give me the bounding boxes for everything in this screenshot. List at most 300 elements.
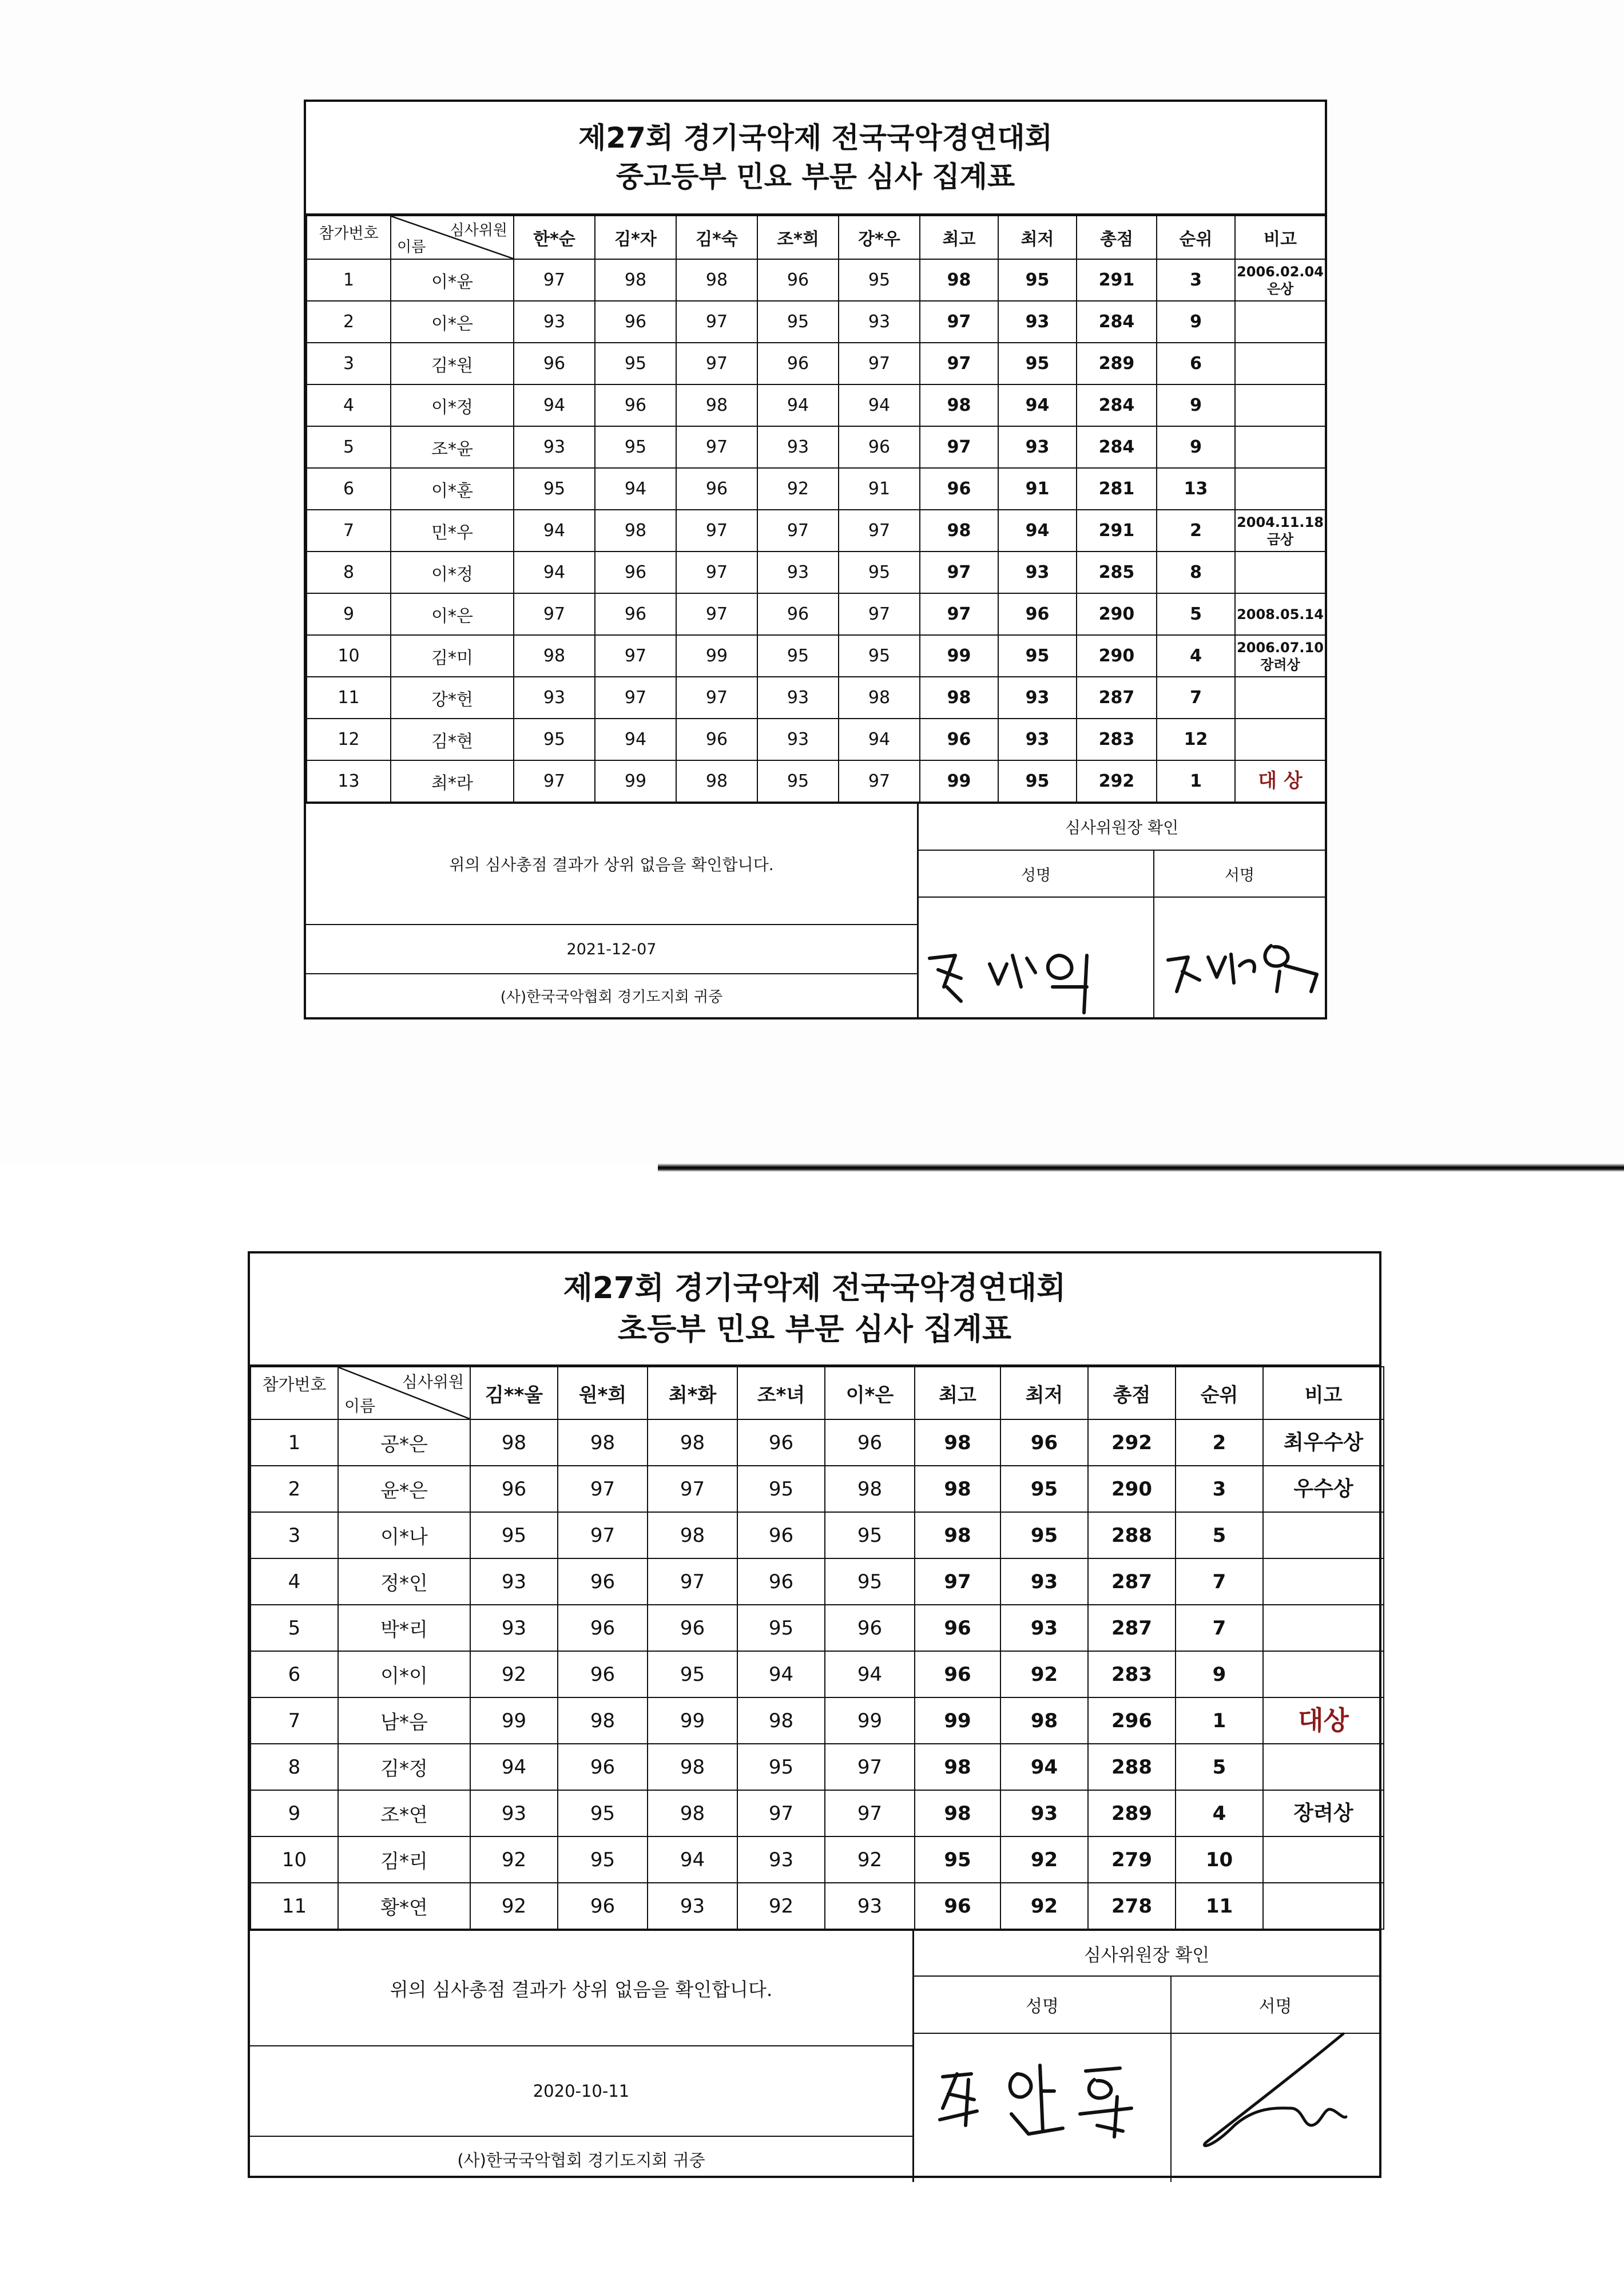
confirm-text: 위의 심사총점 결과가 상위 없음을 확인합니다. [390, 1978, 773, 2001]
rank-cell: 12 [1157, 719, 1235, 760]
note-award: 우수상 [1293, 1477, 1353, 1501]
judge-score-cell: 93 [514, 677, 595, 719]
note-cell [1235, 384, 1325, 426]
form-footer [250, 1930, 1379, 2181]
header-rank: 순위 [1176, 1367, 1263, 1419]
judge-score-cell: 99 [648, 1697, 737, 1744]
judge-score-cell: 97 [595, 635, 676, 677]
judge-score-cell: 97 [676, 301, 757, 343]
judge-score-cell: 97 [648, 1558, 737, 1605]
judge-score-cell: 96 [558, 1558, 648, 1605]
judge-score-cell: 93 [757, 426, 839, 468]
judge-score-cell: 97 [676, 677, 757, 719]
judge-score-cell: 97 [757, 510, 839, 552]
total-score-cell: 284 [1077, 426, 1157, 468]
table-row [307, 426, 1325, 468]
judge-score-cell: 95 [558, 1836, 648, 1883]
judge-score-cell: 98 [676, 384, 757, 426]
note-cell [1263, 1651, 1384, 1697]
judge-score-cell: 98 [595, 510, 676, 552]
judge-score-cell: 97 [676, 510, 757, 552]
max-score-cell: 98 [915, 1744, 1000, 1790]
total-score-cell: 283 [1088, 1651, 1176, 1697]
score-table [250, 1366, 1384, 1930]
entry-no-cell: 4 [307, 384, 391, 426]
entry-no-cell: 7 [307, 510, 391, 552]
min-score-cell: 95 [998, 259, 1077, 301]
max-score-cell: 99 [915, 1697, 1000, 1744]
table-row [251, 1558, 1384, 1605]
judge-score-cell: 97 [595, 677, 676, 719]
contestant-name-cell: 이*은 [391, 593, 514, 635]
judge-score-cell: 98 [839, 677, 920, 719]
judge-score-cell: 92 [825, 1836, 915, 1883]
rank-cell: 1 [1176, 1697, 1263, 1744]
rank-cell: 5 [1176, 1512, 1263, 1558]
judge-score-cell: 94 [737, 1651, 825, 1697]
note-award: 최우수상 [1283, 1431, 1364, 1454]
note-cell [1263, 1558, 1384, 1605]
min-score-cell: 93 [1000, 1605, 1088, 1651]
judge-score-cell: 95 [470, 1512, 558, 1558]
table-row [307, 635, 1325, 677]
min-score-cell: 95 [1000, 1466, 1088, 1512]
judge-score-cell: 96 [676, 719, 757, 760]
table-row [307, 343, 1325, 384]
note-cell [1235, 343, 1325, 384]
judge-score-cell: 98 [648, 1419, 737, 1466]
header-judge-1: 한*순 [514, 216, 595, 259]
judge-score-cell: 96 [470, 1466, 558, 1512]
min-score-cell: 94 [1000, 1744, 1088, 1790]
rank-cell: 4 [1176, 1790, 1263, 1836]
judge-score-cell: 95 [757, 635, 839, 677]
sign-label: 서명 [1172, 1977, 1379, 2034]
judge-score-cell: 96 [595, 552, 676, 593]
judge-score-cell: 94 [839, 384, 920, 426]
total-score-cell: 289 [1088, 1790, 1176, 1836]
judge-score-cell: 92 [470, 1883, 558, 1929]
min-score-cell: 95 [1000, 1512, 1088, 1558]
score-rows [251, 1419, 1384, 1929]
judge-score-cell: 97 [676, 593, 757, 635]
score-sheet-elementary [248, 1251, 1381, 2178]
title-line-1: 제27회 경기국악제 전국국악경연대회 [578, 121, 1053, 154]
total-score-cell: 284 [1077, 301, 1157, 343]
min-score-cell: 96 [1000, 1419, 1088, 1466]
rank-cell: 6 [1157, 343, 1235, 384]
header-total: 총점 [1077, 216, 1157, 259]
name-value-cell [914, 2034, 1172, 2182]
header-judges: 심사위원 [450, 222, 507, 239]
judge-score-cell: 98 [595, 259, 676, 301]
table-row [307, 510, 1325, 552]
max-score-cell: 98 [915, 1512, 1000, 1558]
rank-cell: 11 [1176, 1883, 1263, 1929]
date-cell: 2021-12-07 [306, 924, 917, 974]
header-total: 총점 [1088, 1367, 1176, 1419]
judge-score-cell: 97 [648, 1466, 737, 1512]
judge-score-cell: 95 [757, 760, 839, 802]
contestant-name-cell: 이*정 [391, 384, 514, 426]
header-rank: 순위 [1157, 216, 1235, 259]
judge-score-cell: 93 [648, 1883, 737, 1929]
judge-score-cell: 94 [514, 510, 595, 552]
name-value-cell [919, 898, 1154, 1017]
min-score-cell: 93 [1000, 1558, 1088, 1605]
judge-score-cell: 91 [839, 468, 920, 510]
header-judge-2: 원*희 [558, 1367, 648, 1419]
note-award: 금상 [1266, 531, 1294, 548]
header-min: 최저 [1000, 1367, 1088, 1419]
note-cell [1235, 760, 1325, 802]
table-row [251, 1744, 1384, 1790]
header-max: 최고 [915, 1367, 1000, 1419]
rank-cell: 9 [1157, 301, 1235, 343]
total-score-cell: 287 [1088, 1605, 1176, 1651]
judge-score-cell: 96 [757, 259, 839, 301]
note-cell [1235, 593, 1325, 635]
rank-cell: 7 [1176, 1558, 1263, 1605]
note-cell [1235, 677, 1325, 719]
judge-score-cell: 94 [757, 384, 839, 426]
table-row [251, 1419, 1384, 1466]
min-score-cell: 95 [998, 635, 1077, 677]
handwritten-signature [1157, 900, 1323, 1014]
rank-cell: 5 [1157, 593, 1235, 635]
date-cell: 2020-10-11 [250, 2045, 912, 2137]
header-note: 비고 [1235, 216, 1325, 259]
min-score-cell: 92 [1000, 1651, 1088, 1697]
max-score-cell: 96 [915, 1883, 1000, 1929]
judge-score-cell: 96 [595, 593, 676, 635]
max-score-cell: 98 [915, 1790, 1000, 1836]
judge-score-cell: 93 [470, 1605, 558, 1651]
note-cell [1263, 1697, 1384, 1744]
rank-cell: 2 [1157, 510, 1235, 552]
note-award: 대 상 [1258, 769, 1303, 793]
judge-score-cell: 94 [514, 552, 595, 593]
header-entry-no: 참가번호 [251, 1367, 338, 1419]
entry-no-cell: 10 [307, 635, 391, 677]
judge-score-cell: 97 [514, 593, 595, 635]
judge-score-cell: 98 [558, 1419, 648, 1466]
contestant-name-cell: 황*연 [338, 1883, 470, 1929]
note-award: 대상 [1298, 1704, 1349, 1736]
header-judge-5: 강*우 [839, 216, 920, 259]
judge-score-cell: 97 [676, 552, 757, 593]
total-score-cell: 281 [1077, 468, 1157, 510]
chair-confirm: 심사위원장 확인 [919, 804, 1325, 851]
footer-right [919, 804, 1325, 1017]
contestant-name-cell: 박*리 [338, 1605, 470, 1651]
entry-no-cell: 5 [307, 426, 391, 468]
table-row [307, 719, 1325, 760]
note-cell [1263, 1605, 1384, 1651]
judge-score-cell: 94 [648, 1836, 737, 1883]
title-line-2: 중고등부 민요 부문 심사 집계표 [616, 160, 1015, 193]
addressee: (사)한국국악협회 경기도지회 귀중 [457, 2151, 705, 2170]
header-row [251, 1367, 1384, 1419]
judge-score-cell: 93 [737, 1836, 825, 1883]
total-score-cell: 288 [1088, 1744, 1176, 1790]
table-row [251, 1836, 1384, 1883]
judge-score-cell: 93 [514, 301, 595, 343]
table-row [251, 1790, 1384, 1836]
note-cell [1235, 259, 1325, 301]
table-row [251, 1651, 1384, 1697]
header-name: 이름 [344, 1397, 376, 1415]
judge-score-cell: 93 [757, 552, 839, 593]
max-score-cell: 96 [915, 1605, 1000, 1651]
note-cell [1235, 510, 1325, 552]
entry-no-cell: 13 [307, 760, 391, 802]
entry-no-cell: 9 [251, 1790, 338, 1836]
entry-no-cell: 11 [307, 677, 391, 719]
judge-score-cell: 96 [737, 1419, 825, 1466]
judge-score-cell: 95 [595, 426, 676, 468]
judge-score-cell: 99 [470, 1697, 558, 1744]
min-score-cell: 95 [998, 343, 1077, 384]
judge-score-cell: 95 [839, 552, 920, 593]
contestant-name-cell: 이*훈 [391, 468, 514, 510]
title-line-2: 초등부 민요 부문 심사 집계표 [617, 1312, 1012, 1347]
judge-score-cell: 97 [676, 426, 757, 468]
entry-no-cell: 3 [251, 1512, 338, 1558]
contestant-name-cell: 공*은 [338, 1419, 470, 1466]
header-note: 비고 [1263, 1367, 1384, 1419]
max-score-cell: 97 [920, 426, 998, 468]
total-score-cell: 291 [1077, 259, 1157, 301]
table-row [307, 468, 1325, 510]
table-row [307, 259, 1325, 301]
max-score-cell: 98 [920, 384, 998, 426]
header-row [307, 216, 1325, 259]
total-score-cell: 292 [1088, 1419, 1176, 1466]
entry-no-cell: 4 [251, 1558, 338, 1605]
min-score-cell: 92 [1000, 1883, 1088, 1929]
rank-cell: 3 [1157, 259, 1235, 301]
signature-cell [1154, 898, 1325, 1017]
judge-score-cell: 92 [757, 468, 839, 510]
contestant-name-cell: 정*인 [338, 1558, 470, 1605]
entry-no-cell: 9 [307, 593, 391, 635]
handwritten-signature [1172, 2011, 1377, 2154]
judge-score-cell: 95 [737, 1466, 825, 1512]
contestant-name-cell: 윤*은 [338, 1466, 470, 1512]
max-score-cell: 99 [920, 760, 998, 802]
entry-no-cell: 8 [251, 1744, 338, 1790]
judge-score-cell: 93 [470, 1790, 558, 1836]
note-cell [1235, 635, 1325, 677]
contestant-name-cell: 이*정 [391, 552, 514, 593]
min-score-cell: 95 [998, 760, 1077, 802]
judge-score-cell: 96 [737, 1558, 825, 1605]
max-score-cell: 96 [920, 468, 998, 510]
rank-cell: 8 [1157, 552, 1235, 593]
note-date: 2006.07.10 [1237, 639, 1324, 656]
max-score-cell: 97 [915, 1558, 1000, 1605]
header-judges: 심사위원 [402, 1372, 464, 1391]
judge-score-cell: 94 [470, 1744, 558, 1790]
judge-score-cell: 95 [648, 1651, 737, 1697]
note-cell [1263, 1744, 1384, 1790]
form-title [250, 1253, 1379, 1366]
handwritten-name [921, 901, 1150, 1015]
signature-cell [1172, 2034, 1379, 2182]
note-cell [1263, 1466, 1384, 1512]
form-title [306, 102, 1325, 215]
judge-score-cell: 98 [648, 1744, 737, 1790]
contestant-name-cell: 이*윤 [391, 259, 514, 301]
table-row [251, 1466, 1384, 1512]
entry-no-cell: 11 [251, 1883, 338, 1929]
handwritten-name [926, 2034, 1166, 2177]
judge-score-cell: 96 [757, 593, 839, 635]
note-cell [1235, 552, 1325, 593]
judge-score-cell: 95 [737, 1605, 825, 1651]
total-score-cell: 283 [1077, 719, 1157, 760]
judge-score-cell: 93 [757, 719, 839, 760]
judge-score-cell: 98 [648, 1512, 737, 1558]
judge-score-cell: 95 [558, 1790, 648, 1836]
judge-score-cell: 94 [825, 1651, 915, 1697]
judge-score-cell: 97 [839, 510, 920, 552]
rank-cell: 10 [1176, 1836, 1263, 1883]
entry-no-cell: 6 [251, 1651, 338, 1697]
judge-score-cell: 95 [839, 259, 920, 301]
note-cell [1263, 1836, 1384, 1883]
judge-score-cell: 97 [676, 343, 757, 384]
rank-cell: 9 [1157, 426, 1235, 468]
judge-score-cell: 96 [558, 1883, 648, 1929]
min-score-cell: 93 [998, 677, 1077, 719]
judge-score-cell: 96 [595, 384, 676, 426]
judge-score-cell: 97 [514, 760, 595, 802]
table-row [307, 552, 1325, 593]
judge-score-cell: 97 [514, 259, 595, 301]
total-score-cell: 278 [1088, 1883, 1176, 1929]
note-award: 은상 [1266, 280, 1294, 297]
judge-score-cell: 95 [514, 468, 595, 510]
max-score-cell: 98 [920, 677, 998, 719]
contestant-name-cell: 이*이 [338, 1651, 470, 1697]
rank-cell: 2 [1176, 1419, 1263, 1466]
rank-cell: 7 [1176, 1605, 1263, 1651]
judge-score-cell: 92 [470, 1836, 558, 1883]
total-score-cell: 296 [1088, 1697, 1176, 1744]
entry-no-cell: 8 [307, 552, 391, 593]
max-score-cell: 98 [920, 510, 998, 552]
judge-score-cell: 99 [676, 635, 757, 677]
rank-cell: 4 [1157, 635, 1235, 677]
judge-score-cell: 97 [558, 1512, 648, 1558]
name-label: 성명 [914, 1977, 1172, 2034]
judge-score-cell: 96 [825, 1419, 915, 1466]
judge-score-cell: 98 [558, 1697, 648, 1744]
total-score-cell: 290 [1088, 1466, 1176, 1512]
total-score-cell: 290 [1077, 635, 1157, 677]
header-judge-3: 김*숙 [676, 216, 757, 259]
contestant-name-cell: 조*연 [338, 1790, 470, 1836]
judge-score-cell: 94 [595, 468, 676, 510]
total-score-cell: 285 [1077, 552, 1157, 593]
judge-score-cell: 95 [737, 1744, 825, 1790]
footer-left [306, 804, 919, 1017]
total-score-cell: 279 [1088, 1836, 1176, 1883]
judge-score-cell: 96 [757, 343, 839, 384]
header-judge-3: 최*화 [648, 1367, 737, 1419]
entry-no-cell: 5 [251, 1605, 338, 1651]
contestant-name-cell: 조*윤 [391, 426, 514, 468]
min-score-cell: 93 [998, 426, 1077, 468]
note-award: 장려상 [1260, 656, 1300, 673]
score-table [306, 215, 1326, 803]
table-row [251, 1883, 1384, 1929]
total-score-cell: 287 [1088, 1558, 1176, 1605]
judge-score-cell: 92 [737, 1883, 825, 1929]
max-score-cell: 98 [915, 1419, 1000, 1466]
rank-cell: 9 [1157, 384, 1235, 426]
judge-score-cell: 97 [839, 760, 920, 802]
contestant-name-cell: 김*미 [391, 635, 514, 677]
contestant-name-cell: 최*라 [391, 760, 514, 802]
note-date: 2008.05.14 [1237, 606, 1324, 622]
judge-score-cell: 93 [514, 426, 595, 468]
sign-label: 서명 [1154, 851, 1325, 898]
total-score-cell: 291 [1077, 510, 1157, 552]
max-score-cell: 97 [920, 301, 998, 343]
judge-score-cell: 92 [470, 1651, 558, 1697]
name-label: 성명 [919, 851, 1154, 898]
entry-no-cell: 1 [251, 1419, 338, 1466]
header-judge-1: 김**울 [470, 1367, 558, 1419]
header-judge-2: 김*자 [595, 216, 676, 259]
note-cell [1235, 301, 1325, 343]
note-cell [1263, 1790, 1384, 1836]
judge-score-cell: 98 [470, 1419, 558, 1466]
table-row [307, 301, 1325, 343]
entry-no-cell: 2 [307, 301, 391, 343]
score-rows [307, 259, 1325, 802]
min-score-cell: 94 [998, 510, 1077, 552]
entry-no-cell: 7 [251, 1697, 338, 1744]
judge-score-cell: 96 [558, 1744, 648, 1790]
contestant-name-cell: 이*나 [338, 1512, 470, 1558]
total-score-cell: 292 [1077, 760, 1157, 802]
max-score-cell: 96 [915, 1651, 1000, 1697]
judge-score-cell: 96 [839, 426, 920, 468]
rank-cell: 9 [1176, 1651, 1263, 1697]
header-judge-5: 이*은 [825, 1367, 915, 1419]
rank-cell: 1 [1157, 760, 1235, 802]
rank-cell: 7 [1157, 677, 1235, 719]
header-judge-4: 조*희 [757, 216, 839, 259]
table-row [307, 384, 1325, 426]
min-score-cell: 93 [1000, 1790, 1088, 1836]
judge-score-cell: 98 [514, 635, 595, 677]
header-judge-name-split [338, 1367, 470, 1419]
judge-score-cell: 93 [839, 301, 920, 343]
judge-score-cell: 93 [757, 677, 839, 719]
footer-right [914, 1931, 1379, 2182]
judge-score-cell: 94 [514, 384, 595, 426]
note-cell [1263, 1512, 1384, 1558]
total-score-cell: 287 [1077, 677, 1157, 719]
note-cell [1235, 468, 1325, 510]
max-score-cell: 97 [920, 552, 998, 593]
total-score-cell: 289 [1077, 343, 1157, 384]
